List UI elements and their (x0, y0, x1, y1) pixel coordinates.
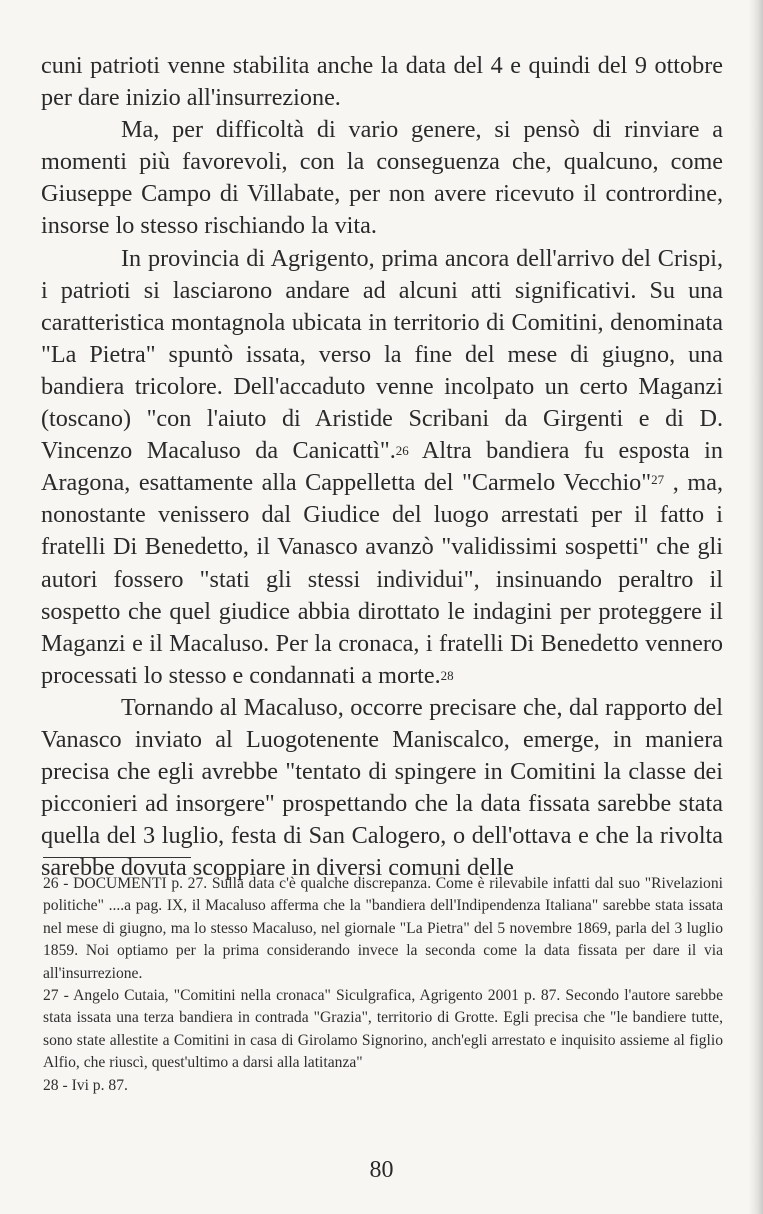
footnote-26: 26 - DOCUMENTI p. 27. Sulla data c'è qualche discrepanza. Come è rilevabile infatti dal suo "Rivelazioni politiche" ....a pag. IX, il Macaluso afferma che la "bandiera dell'Indipendenza Italiana" sarebbe stata issata nel mese di giugno, ma lo stesso Macaluso, nel giornale "La Pietra" del 5 novembre 1869, parla del 3 luglio 1859. Noi optiamo per la prima considerando invece la seconda come la data fissata per dare il via all'insurrezione. (43, 875, 723, 982)
page-edge-shadow (749, 0, 763, 1214)
paragraph-1: cuni patrioti venne stabilita anche la data del 4 e quindi del 9 ottobre per dare inizio all'insurrezione. (41, 52, 723, 112)
paragraph-3-part-a: In provincia di Agrigento, prima ancora dell'arrivo del Crispi, i patrioti si lasciarono andare ad alcuni atti significativi. Su una caratteristica montagnola ubicata in territorio di Comitini, denominata "La Pietra" spuntò issata, verso la fine del mese di giugno, una bandiera tricolore. Dell'accaduto venne incolpato un certo Maganzi (toscano) "con l'aiuto di Aristide Scribani da Girgenti e di D. Vincenzo Macaluso da Canicattì". (41, 244, 723, 465)
footnote-28: 28 - Ivi p. 87. (43, 1076, 128, 1094)
paragraph-3-part-b: Altra bandiera fu esposta in Aragona, esattamente alla Cappelletta del "Carmelo Vecchio" (41, 437, 723, 497)
paragraph-4: Tornando al Macaluso, occorre precisare che, dal rapporto del Vanasco inviato al Luogotenente Maniscalco, emerge, in maniera precisa che egli avrebbe "tentato di spingere in Comitini la classe dei picconieri ad insorgere" prospettando che la data fissata sarebbe stata quella del 3 luglio, festa di San Calogero, o dell'ottava e che la rivolta sarebbe dovuta scoppiare in diversi comuni delle (41, 693, 723, 882)
paragraph-3 (41, 243, 723, 692)
footnote-ref-27: 27 (651, 472, 665, 488)
footnotes (43, 873, 723, 1097)
page-number: 80 (369, 1157, 394, 1183)
paragraph-3-part-c: , ma, nonostante venissero dal Giudice del luogo arrestati per il fatto i fratelli Di Benedetto, il Vanasco avanzò "validissimi sospetti" che gli autori fossero "stati gli stessi individui", insinuando peraltro il sospetto che quel giudice abbia dirottato le indagini per proteggere il Maganzi e il Macaluso. Per la cronaca, i fratelli Di Benedetto vennero processati lo stesso e condannati a morte. (41, 469, 723, 689)
footnote-ref-28: 28 (440, 667, 454, 683)
paragraph-2: Ma, per difficoltà di vario genere, si pensò di rinviare a momenti più favorevoli, con la conseguenza che, qualcuno, come Giuseppe Campo di Villabate, per non avere ricevuto il contrordine, insorse lo stesso rischiando la vita. (41, 116, 723, 240)
footnote-separator (43, 857, 191, 858)
footnote-27: 27 - Angelo Cutaia, "Comitini nella cronaca" Siculgrafica, Agrigento 2001 p. 87. Secondo l'autore sarebbe stata issata una terza bandiera in contrada "Grazia", territorio di Grotte. Egli precisa che "le bandiere tutte, sono state allestite a Comitini in casa di Girolamo Signorino, anch'egli arrestato e inquisito assieme al figlio Alfio, che riuscì, quest'ultimo a darsi alla latitanza" (43, 987, 723, 1072)
footnote-ref-26: 26 (395, 443, 409, 459)
main-text (41, 50, 723, 884)
